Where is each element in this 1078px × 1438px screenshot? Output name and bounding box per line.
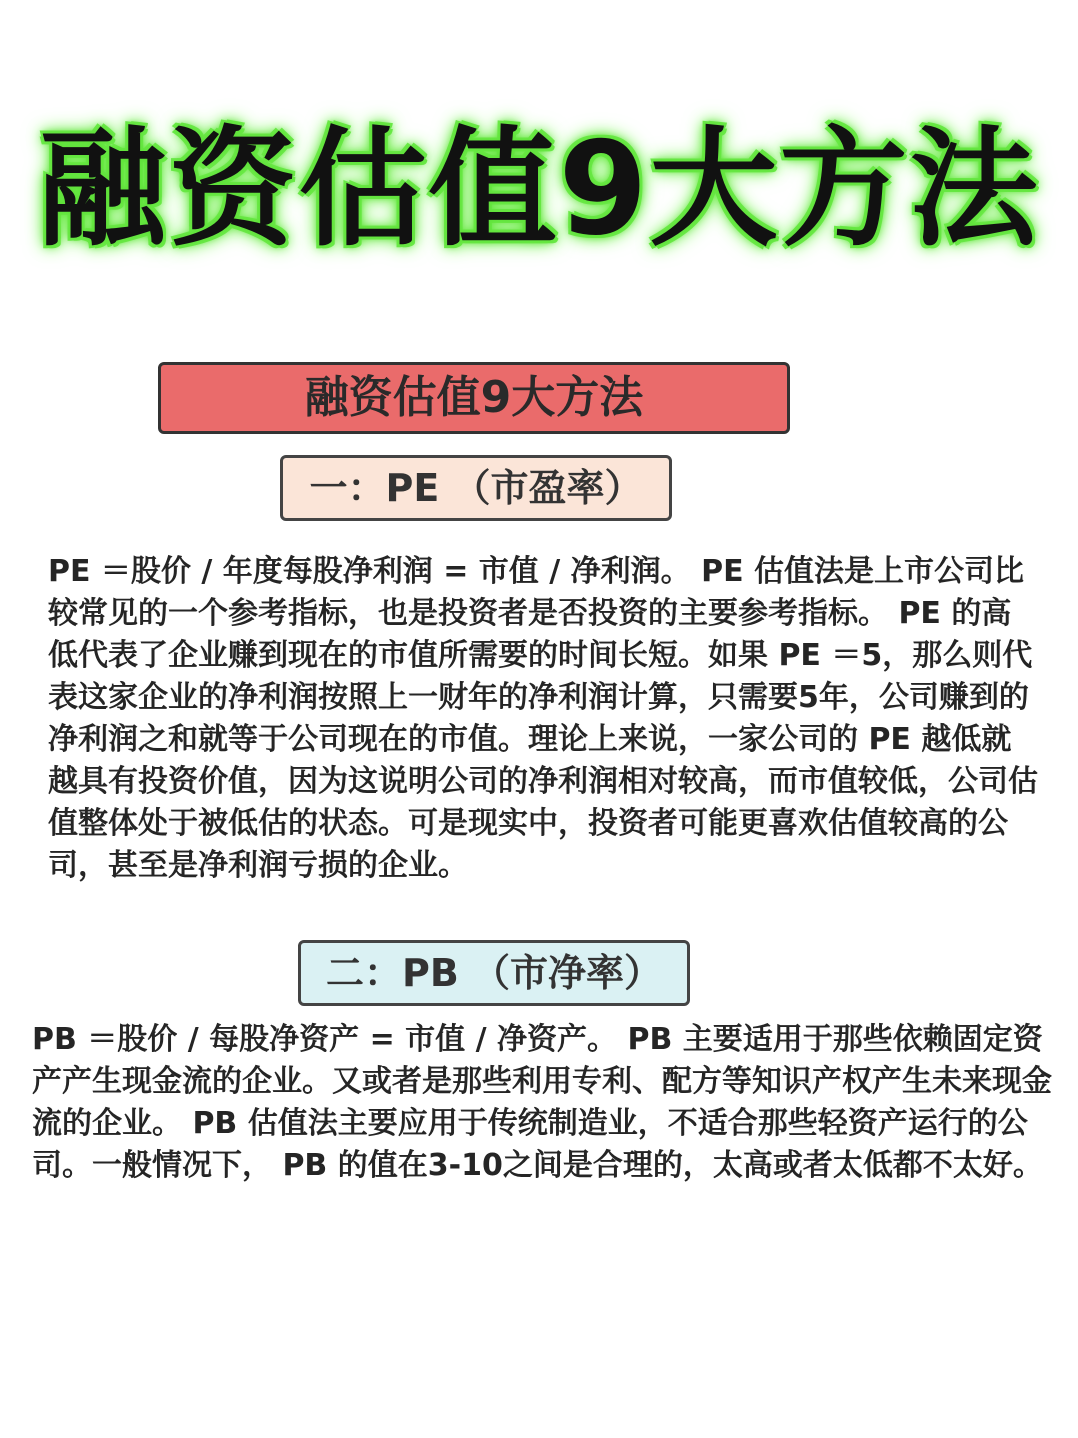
banner-title: 融资估值9大方法 xyxy=(158,362,790,434)
main-title: 融资估值9大方法 xyxy=(38,115,1040,264)
section-header-pe: 一：PE （市盈率） xyxy=(280,455,672,521)
section-header-pb: 二：PB （市净率） xyxy=(298,940,690,1006)
section-body-pb: PB ＝股价 / 每股净资产 = 市值 / 净资产。 PB 主要适用于那些依赖固定资产产生现金流的企业。又或者是那些利用专利、配方等知识产权产生未来现金流的企业。 PB 估值法主要应用于传统制造业，不适合那些轻资产运行的公司。一般情况下， PB 的值在3-10之间是合理的，太高或者太低都不太好。 xyxy=(32,1022,1052,1183)
section-body-pe: PE ＝股价 / 年度每股净利润 = 市值 / 净利润。 PE 估值法是上市公司比较常见的一个参考指标，也是投资者是否投资的主要参考指标。 PE 的高低代表了企业赚到现在的市值所需要的时间长短。如果 PE ＝5，那么则代表这家企业的净利润按照上一财年的净利润计算，只需要5年，公司赚到的净利润之和就等于公司现在的市值。理论上来说，一家公司的 PE 越低就越具有投资价值，因为这说明公司的净利润相对较高，而市值较低，公司估值整体处于被低估的状态。可是现实中，投资者可能更喜欢估值较高的公司，甚至是净利润亏损的企业。 xyxy=(48,554,1038,883)
